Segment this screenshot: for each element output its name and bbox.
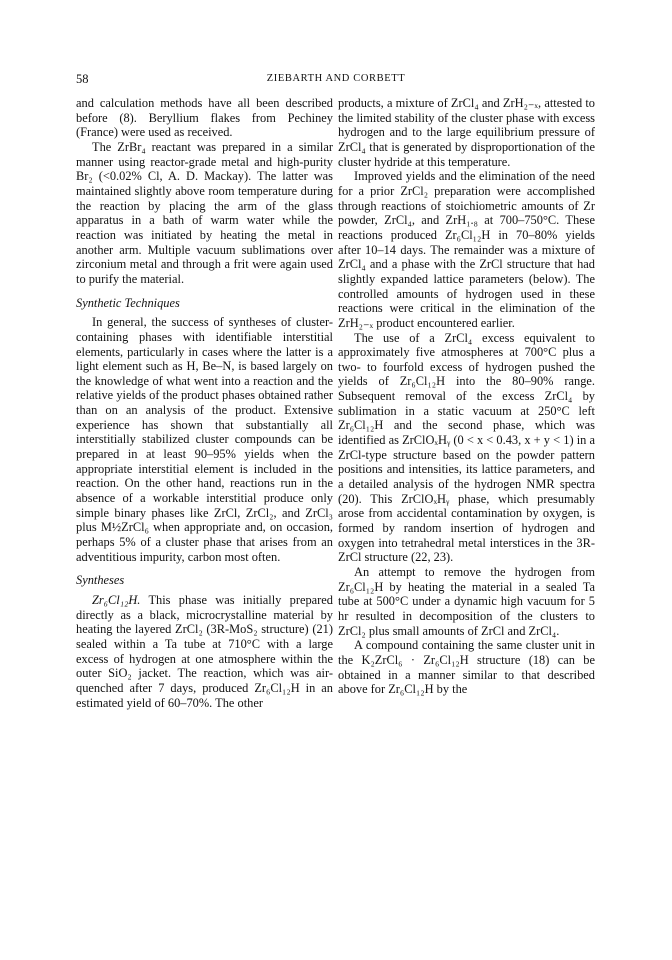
section-heading-syntheses: Syntheses [76, 573, 125, 588]
paragraph: A compound containing the same cluster unit in the K₂ZrCl₆ · Zr₆Cl₁₂H structure (18) can be obtained in a manner similar to that described above for Zr₆Cl₁₂H by the [338, 638, 595, 697]
running-head: ZIEBARTH AND CORBETT [266, 73, 406, 84]
paragraph: An attempt to remove the hydrogen from Zr₆Cl₁₂H by heating the material in a sealed Ta tube at 500°C under a dynamic high vacuum for 5 hr resulted in decomposition of the clusters to ZrCl₂ plus small amounts of ZrCl and ZrCl₄. [338, 565, 595, 638]
right-column [338, 96, 595, 697]
page-header [0, 72, 672, 88]
paragraph: In general, the success of syntheses of cluster-containing phases with identifiable interstitial elements, particularly in cases where the latter is a light element such as H, Be–N, is based largely on the knowledge of what went into a reaction and the relative yields of the product phases obtained rather than on an analysis of the product. Extensive experience has shown that substantially all interstitially stabilized cluster compounds can be prepared in at least 90–95% yields when the appropriate interstitial element is included in the reaction. On the other hand, reactions run in the absence of a workable interstitial produce only simple binary phases like ZrCl, ZrCl₂, and ZrCl₃ plus M½ZrCl₆ when appropriate and, on occasion, perhaps 5% of a cluster phase that arises from an adventitious impurity, carbon most often. [76, 315, 333, 564]
paragraph: products, a mixture of ZrCl₄ and ZrH₂₋ₓ, attested to the limited stability of the cluster phase with excess hydrogen and to the large equilibrium pressure of ZrCl₄ that is generated by disproportionation of the cluster hydride at this temperature. [338, 96, 595, 169]
paragraph: Improved yields and the elimination of the need for a prior ZrCl₂ preparation were accomplished through reactions of stoichiometric amounts of Zr powder, ZrCl₄, and ZrH₁.₈ at 700–750°C. These reactions produced Zr₆Cl₁₂H in 70–80% yields after 10–14 days. The remainder was a mixture of ZrCl₄ and a phase with the ZrCl structure that had slightly expanded lattice parameters (below). The controlled amounts of hydrogen used in these reactions were critical in the elimination of the ZrH₂₋ₓ product encountered earlier. [338, 169, 595, 330]
paragraph [76, 593, 333, 710]
section-heading-synthetic-techniques: Synthetic Techniques [76, 295, 180, 310]
paragraph: and calculation methods have all been described before (8). Beryllium flakes from Pechiney (France) were used as received. [76, 96, 333, 140]
run-in-heading: Zr₆Cl₁₂H. [92, 593, 141, 607]
paragraph: The ZrBr₄ reactant was prepared in a similar manner using reactor-grade metal and high-purity Br₂ (<0.02% Cl, A. D. Mackay). The latter was maintained slightly above room temperature during the reaction by placing the arm of the glass apparatus in a bath of warm water while the reaction was initiated by heating the metal in another arm. Multiple vacuum sublimations over zirconium metal and through a frit were again used to purify the material. [76, 139, 333, 286]
left-column [76, 96, 333, 710]
page-number: 58 [76, 72, 89, 86]
paragraph: The use of a ZrCl₄ excess equivalent to approximately five atmospheres at 700°C plus a two- to fourfold excess of hydrogen pushed the yields of Zr₆Cl₁₂H into the 80–90% range. Subsequent removal of the excess ZrCl₄ by sublimation in a static vacuum at 250°C left Zr₆Cl₁₂H and the second phase, which was identified as ZrClOₓHᵧ (0 < x < 0.43, x + y < 1) in a ZrCl-type structure based on the powder pattern positions and intensities, its lattice parameters, and a detailed analysis of the hydrogen NMR spectra (20). This ZrClOₓHᵧ phase, which presumably arose from accidental contamination by oxygen, is formed by random insertion of hydrogen and oxygen into tetrahedral metal interstices in the 3R-ZrCl structure (22, 23). [338, 330, 595, 565]
paragraph-text: This phase was initially prepared directly as a black, microcrystalline material by heating the layered ZrCl₂ (3R-MoS₂ structure) (21) sealed within a Ta tube at 710°C with a large excess of hydrogen at one atmosphere within the outer SiO₂ jacket. The reaction, which was air-quenched after 7 days, produced Zr₆Cl₁₂H in an estimated yield of 60–70%. The other [76, 593, 333, 710]
